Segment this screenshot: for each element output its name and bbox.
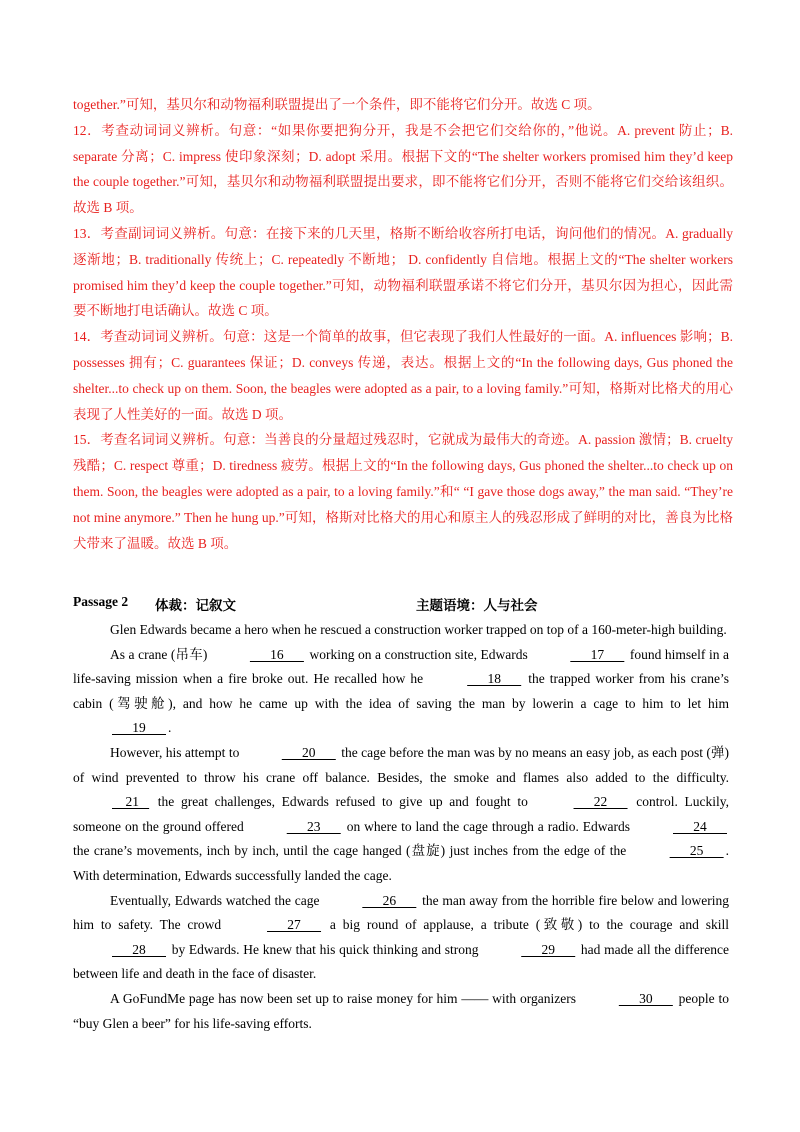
answer-blank: 23: [286, 818, 341, 834]
passage-text: A GoFundMe page has now been set up to raise money for him —— with organizers: [110, 990, 580, 1006]
passage-theme: 主题语境：人与社会: [416, 598, 538, 613]
passage-text: had made all the difference between life and death in the face of disaster.: [73, 941, 729, 982]
answer-blank: 19: [112, 720, 166, 736]
passage-text: the great challenges, Edwards refused to give up and fought to: [151, 794, 535, 810]
passage-label: Passage 2: [73, 594, 129, 609]
explanation-11-tail: together.”可知，基贝尔和动物福利联盟提出了一个条件，即不能将它们分开。故选 C 项。: [73, 97, 601, 112]
answer-blank: 16: [249, 646, 304, 662]
answer-blank: 18: [467, 671, 522, 687]
passage-text: people to “buy Glen a beer” for his life-saving efforts.: [73, 990, 729, 1031]
answer-blank: 20: [281, 744, 336, 760]
answer-blank: 30: [618, 990, 673, 1006]
passage-paragraph: [73, 741, 729, 889]
passage-text: the man away from the horrible fire below and lowering him to safety. The crowd: [73, 892, 729, 933]
passage-text: Glen Edwards became a hero when he rescued a construction worker trapped on top of a 160-meter-high building.: [110, 622, 727, 637]
passage-text: However, his attempt to: [110, 744, 243, 760]
passage-body: [73, 618, 729, 1036]
passage-text: .: [168, 720, 172, 736]
passage-text: control. Luckily, someone on the ground offered: [73, 794, 729, 834]
passage-text: Eventually, Edwards watched the cage: [110, 892, 324, 908]
passage-text: a big round of applause, a tribute (致敬) to the courage and skill: [323, 917, 729, 933]
passage-genre: 体裁：记叙文: [155, 598, 236, 613]
answer-blank: 22: [573, 794, 628, 810]
passage-paragraph: [73, 643, 729, 741]
answer-blank: 29: [521, 941, 576, 957]
explanation-12: 12．考查动词词义辨析。句意：“如果你要把狗分开，我是不会把它们交给你的，”他说。A. prevent 防止；B. separate 分离；C. impress 使印象深刻；D. adopt 采用。根据下文的“The shelter workers promised him they’d keep the couple together.”可知，基贝尔和动物福利联盟提出要求，即不能将它们分开，否则不能将它们交给该组织。故选 B 项。: [73, 122, 733, 216]
passage-paragraph: [73, 889, 729, 987]
passage-text: found himself in a life-saving mission when a fire broke out. He recalled how he: [73, 646, 729, 687]
answer-blank: 27: [267, 917, 322, 933]
explanation-13: 13．考查副词词义辨析。句意：在接下来的几天里，格斯不断给收容所打电话，询问他们的情况。A. gradually 逐渐地；B. traditionally 传统上；C. repeatedly 不断地； D. confidently 自信地。根据上文的“The shelter workers promised him they’d keep the couple together.”可知，动物福利联盟承诺不将它们分开，基贝尔因为担心，因此需要不断地打电话确认。故选 C 项。: [73, 225, 733, 319]
passage-text: the crane’s movements, inch by inch, until the cage hanged (盘旋) just inches from the edge of the: [73, 843, 631, 859]
explanation-14: 14．考查动词词义辨析。句意：这是一个简单的故事，但它表现了我们人性最好的一面。A. influences 影响；B. possesses 拥有；C. guarantees 保证；D. conveys 传递，表达。根据上文的“In the following days, Gus phoned the shelter...to check up on them. Soon, the beagles were adopted as a pair, to a loving family.”可知，格斯对比格犬的用心表现了人性美好的一面。故选 D 项。: [73, 329, 733, 422]
passage-text: the trapped worker from his crane’s cabin (驾驶舱), and how he came up with the idea of saving the man by lowerin a cage to him to let him: [73, 671, 729, 711]
passage-text: the cage before the man was by no means an easy job, as each post (弹) of wind prevented to throw his crane off balance. Besides, the smoke and flames also added to the difficulty.: [73, 744, 729, 785]
answer-blank: 25: [669, 843, 724, 859]
passage-paragraph: [73, 618, 729, 643]
passage-text: by Edwards. He knew that his quick thinking and strong: [168, 941, 483, 957]
answer-blank: 26: [362, 892, 417, 908]
passage-text: As a crane (吊车): [110, 646, 211, 662]
passage-text: . With determination, Edwards successfully landed the cage.: [73, 843, 729, 883]
passage-paragraph: [73, 987, 729, 1036]
answer-blank: 21: [112, 794, 150, 810]
passage-text: working on a construction site, Edwards: [305, 646, 532, 662]
answer-explanations: [73, 92, 733, 556]
answer-blank: 28: [112, 941, 166, 957]
passage-text: on where to land the cage through a radio. Edwards: [342, 818, 634, 834]
answer-blank: 24: [673, 818, 727, 834]
explanation-15: 15．考查名词词义辨析。句意：当善良的分量超过残忍时，它就成为最伟大的奇迹。A. passion 激情；B. cruelty 残酷；C. respect 尊重；D. tiredness 疲劳。根据上文的“In the following days, Gus phoned the shelter...to check up on them. Soon, the beagles were adopted as a pair, to a loving family.”和“ “I gave those dogs away,” the man said. “They’re not mine anymore.” Then he hung up.”可知，格斯对比格犬的用心和原主人的残忍形成了鲜明的对比，善良为比格犬带来了温暖。故选 B 项。: [73, 432, 733, 551]
answer-blank: 17: [570, 646, 625, 662]
